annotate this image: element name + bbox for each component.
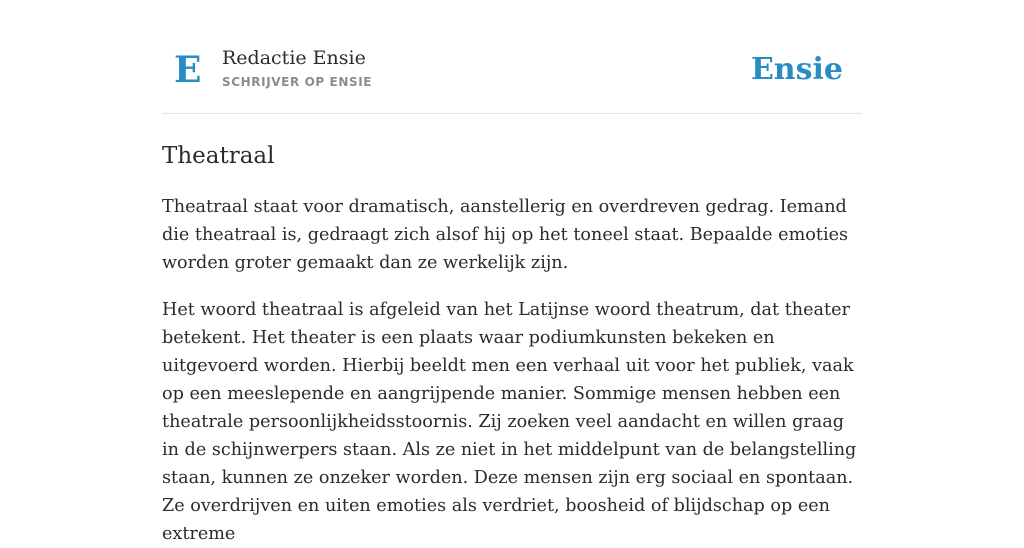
article-header — [162, 0, 862, 114]
author-name[interactable]: Redactie Ensie — [222, 47, 366, 69]
article-title: Theatraal — [162, 143, 275, 169]
article-card — [162, 0, 862, 548]
article-paragraph: Het woord theatraal is afgeleid van het Latijnse woord theatrum, dat theater betekent. Het theater is een plaats waar podiumkunsten bekeken en uitgevoerd worden. Hierbij beeldt men een verhaal uit voor het publiek, vaak op een meeslepende en aangrijpende manier. Sommige mensen hebben een theatrale persoonlijkheidsstoornis. Zij zoeken veel aandacht en willen graag in de schijnwerpers staan. Als ze niet in het middelpunt van de belangstelling staan, kunnen ze onzeker worden. Deze mensen zijn erg sociaal en spontaan. Ze overdrijven en uiten emoties als verdriet, boosheid of blijdschap op een extreme — [162, 300, 857, 544]
article-paragraph: Theatraal staat voor dramatisch, aanstellerig en overdreven gedrag. Iemand die theatraal is, gedraagt zich alsof hij op het toneel staat. Bepaalde emoties worden groter gemaakt dan ze werkelijk zijn. — [162, 197, 849, 273]
author-avatar[interactable]: E — [174, 49, 202, 91]
ensie-logo[interactable]: Ensie — [750, 52, 843, 87]
author-role: SCHRIJVER OP ENSIE — [222, 75, 373, 89]
article-body — [162, 193, 862, 548]
